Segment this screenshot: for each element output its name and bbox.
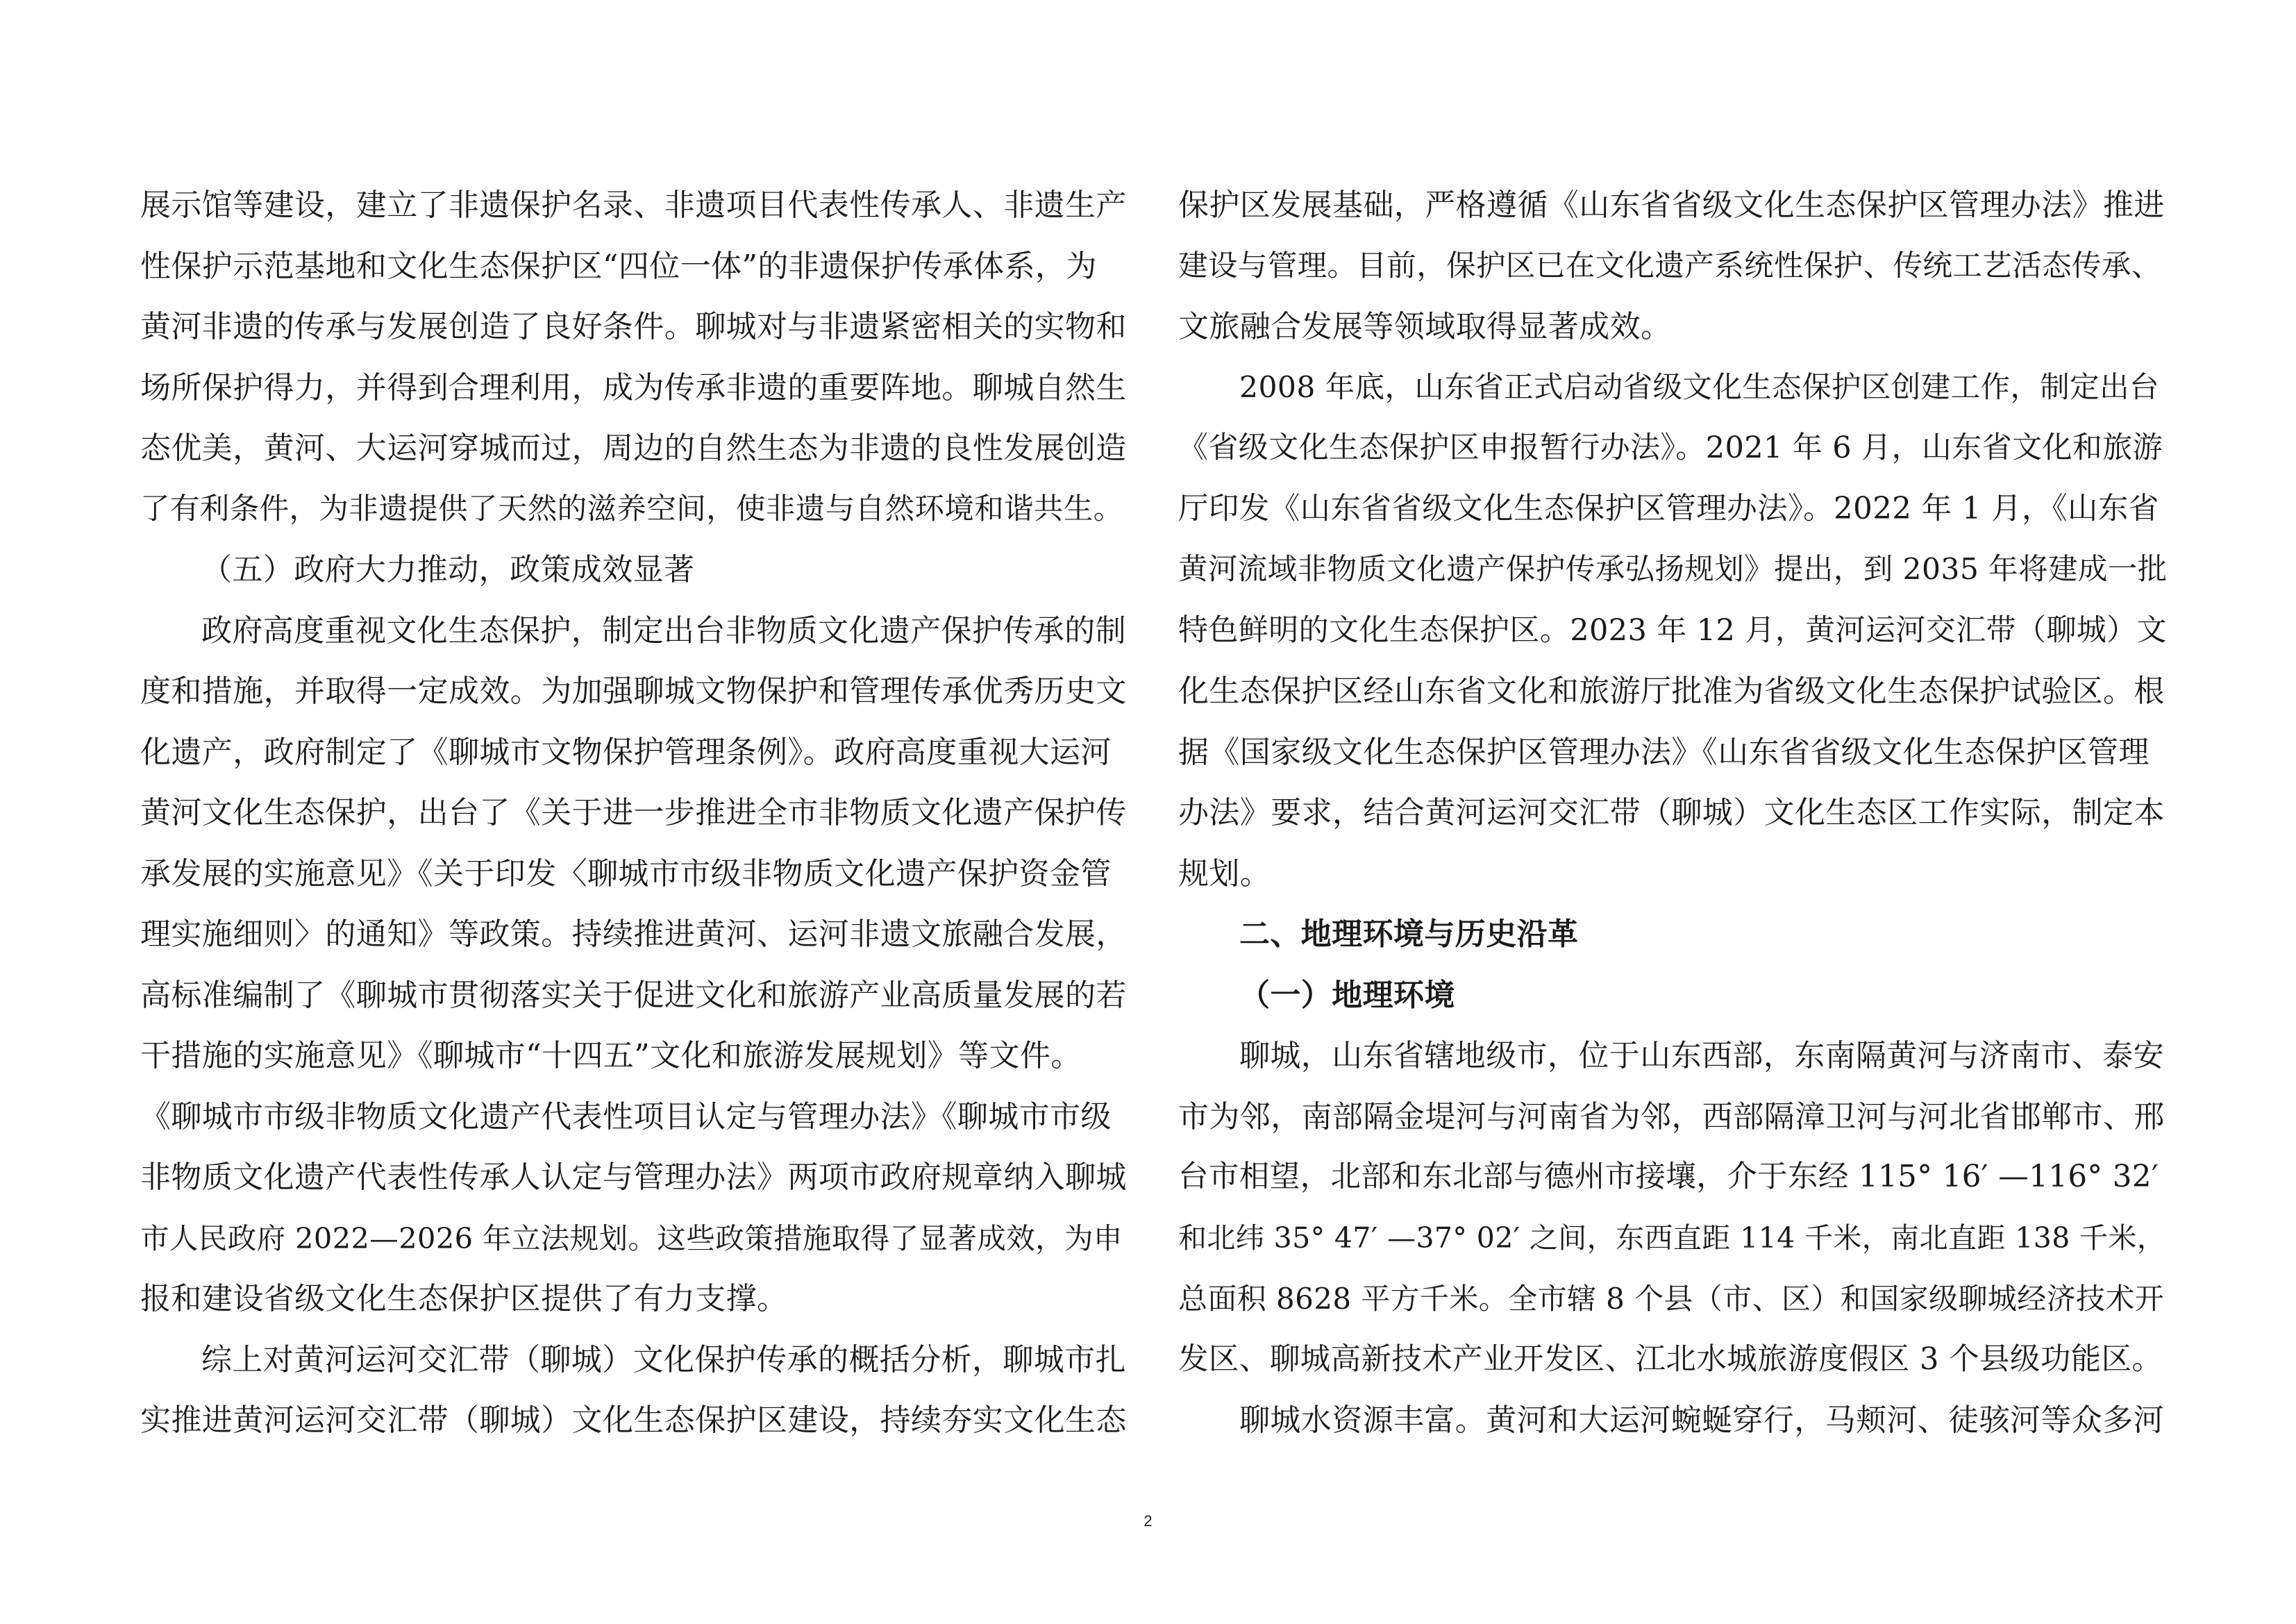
text-line: 聊城水资源丰富。黄河和大运河蜿蜒穿行，马颊河、徒骇河等众多河: [1239, 1403, 2164, 1438]
text-line: 特色鲜明的文化生态保护区。2023 年 12 月，黄河运河交汇带（聊城）文: [1178, 612, 2167, 648]
section-heading: （一）地理环境: [1239, 977, 1455, 1013]
text-line: 了有利条件，为非遗提供了天然的滋养空间，使非遗与自然环境和谐共生。: [140, 492, 1123, 526]
text-line: 黄河流域非物质文化遗产保护传承弘扬规划》提出，到 2035 年将建成一批: [1178, 553, 2168, 587]
text-line: 发区、聊城高新技术产业开发区、江北水城旅游度假区 3 个县级功能区。: [1178, 1341, 2163, 1377]
text-line: 实推进黄河运河交汇带（聊城）文化生态保护区建设，持续夯实文化生态: [140, 1403, 1127, 1438]
text-line: 承发展的实施意见》《关于印发〈聊城市市级非物质文化遗产保护资金管: [140, 855, 1112, 891]
text-line: 理实施细则〉的通知》等政策。持续推进黄河、运河非遗文旅融合发展，: [140, 916, 1127, 952]
text-line: 据《国家级文化生态保护区管理办法》《山东省省级文化生态保护区管理: [1178, 734, 2150, 770]
text-line: 化遗产，政府制定了《聊城市文物保护管理条例》。政府高度重视大运河: [140, 734, 1112, 770]
text-line: 场所保护得力，并得到合理利用，成为传承非遗的重要阵地。聊城自然生: [140, 369, 1127, 405]
text-line: 《聊城市市级非物质文化遗产代表性项目认定与管理办法》《聊城市市级: [140, 1098, 1112, 1135]
text-line: 保护区发展基础，严格遵循《山东省省级文化生态保护区管理办法》推进: [1178, 187, 2165, 223]
section-heading: 二、地理环境与历史沿革: [1239, 916, 1579, 952]
text-line: 度和措施，并取得一定成效。为加强聊城文物保护和管理传承优秀历史文: [140, 673, 1127, 709]
text-line: 台市相望，北部和东北部与德州市接壤，介于东经 115° 16′ —116° 32′: [1178, 1160, 2159, 1194]
text-line: 报和建设省级文化生态保护区提供了有力支撑。: [140, 1281, 788, 1316]
text-line: 办法》要求，结合黄河运河交汇带（聊城）文化生态区工作实际，制定本: [1178, 795, 2165, 830]
text-line: 规划。: [1178, 855, 1271, 891]
text-line: 化生态保护区经山东省文化和旅游厅批准为省级文化生态保护试验区。根: [1178, 673, 2165, 709]
text-line: 展示馆等建设，建立了非遗保护名录、非遗项目代表性传承人、非遗生产: [140, 187, 1127, 223]
text-line: 性保护示范基地和文化生态保护区“四位一体”的非遗保护传承体系，为: [140, 248, 1097, 284]
text-line: 市人民政府 2022—2026 年立法规划。这些政策措施取得了显著成效，为申: [140, 1221, 1123, 1255]
text-line: 聊城，山东省辖地级市，位于山东西部，东南隔黄河与济南市、泰安: [1239, 1038, 2164, 1073]
text-line: 厅印发《山东省省级文化生态保护区管理办法》。2022 年 1 月，《山东省: [1178, 491, 2159, 526]
text-line: 干措施的实施意见》《聊城市“十四五”文化和旅游发展规划》等文件。: [140, 1038, 1082, 1073]
text-line: 非物质文化遗产代表性传承人认定与管理办法》两项市政府规章纳入聊城: [140, 1160, 1127, 1195]
text-line: 《省级文化生态保护区申报暂行办法》。2021 年 6 月，山东省文化和旅游: [1178, 430, 2163, 465]
text-line: 2008 年底，山东省正式启动省级文化生态保护区创建工作，制定出台: [1239, 370, 2159, 405]
text-line: 文旅融合发展等领域取得显著成效。: [1178, 309, 1672, 344]
text-line: 黄河文化生态保护，出台了《关于进一步推进全市非物质文化遗产保护传: [140, 795, 1127, 830]
text-line: 综上对黄河运河交汇带（聊城）文化保护传承的概括分析，聊城市扎: [201, 1341, 1126, 1378]
left-column: [140, 175, 1130, 1451]
right-column: [1178, 175, 2168, 1451]
text-line: 总面积 8628 平方千米。全市辖 8 个县（市、区）和国家级聊城经济技术开: [1178, 1282, 2165, 1316]
text-line: 黄河非遗的传承与发展创造了良好条件。聊城对与非遗紧密相关的实物和: [140, 309, 1127, 344]
text-line: 和北纬 35° 47′ —37° 02′ 之间，东西直距 114 千米，南北直距 138 千米，: [1178, 1221, 2166, 1255]
text-line: （五）政府大力推动，政策成效显著: [201, 552, 695, 587]
text-line: 市为邻，南部隔金堤河与河南省为邻，西部隔漳卫河与河北省邯郸市、邢: [1178, 1098, 2165, 1135]
text-line: 高标准编制了《聊城市贯彻落实关于促进文化和旅游产业高质量发展的若: [140, 977, 1127, 1013]
text-line: 政府高度重视文化生态保护，制定出台非物质文化遗产保护传承的制: [201, 612, 1126, 648]
page-number: 2: [1143, 1512, 1153, 1530]
text-line: 态优美，黄河、大运河穿城而过，周边的自然生态为非遗的良性发展创造: [140, 430, 1127, 466]
text-line: 建设与管理。目前，保护区已在文化遗产系统性保护、传统工艺活态传承、: [1178, 249, 2161, 283]
